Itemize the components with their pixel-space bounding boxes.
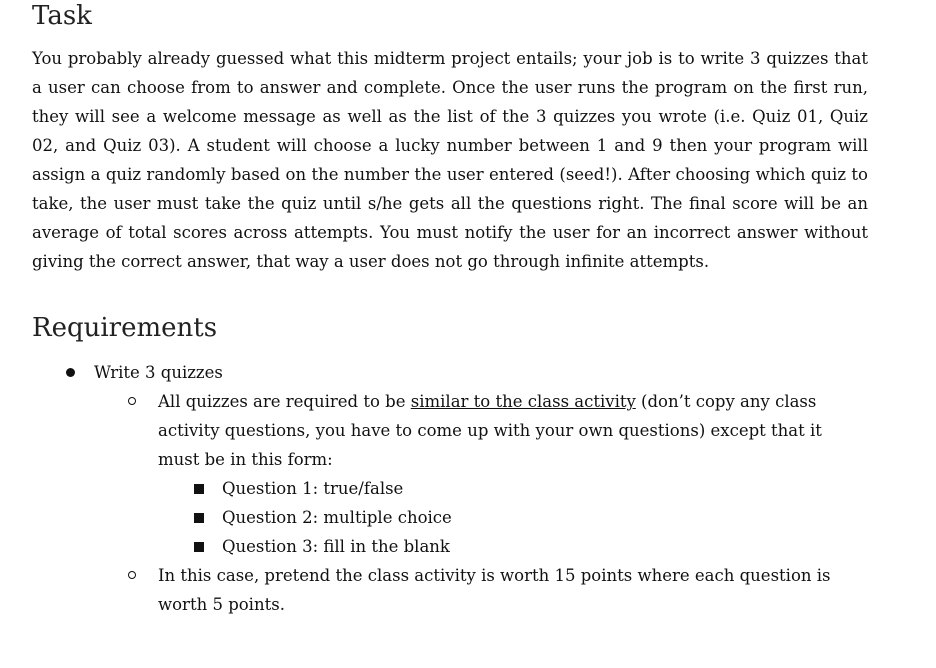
subitem-form (94, 387, 838, 561)
requirements-heading: Requirements (32, 313, 218, 343)
subitem-prefix: All quizzes are required to be (158, 392, 411, 411)
disc-bullet-icon (66, 368, 75, 377)
class-activity-link[interactable]: similar to the class activity (410, 392, 636, 411)
question-label: Question 2: multiple choice (222, 508, 452, 527)
question-label: Question 1: true/false (222, 479, 404, 498)
task-heading: Task (32, 1, 92, 31)
question-item (158, 474, 838, 503)
document-page (32, 0, 912, 619)
requirement-label: Write 3 quizzes (94, 363, 223, 382)
question-item (158, 532, 838, 561)
question-item (158, 503, 838, 532)
requirements-list (32, 358, 912, 619)
requirement-subitems (94, 387, 912, 619)
question-types-list (158, 474, 838, 561)
circle-bullet-icon (128, 571, 136, 579)
task-description: You probably already guessed what this midterm project entails; your job is to write 3 quizzes that a user can choose from to answer and complete. Once the user runs the program on the first run, they will see a welcome message as well as the list of the 3 quizzes you wrote (i.e. Quiz 01, Quiz 02, and Quiz 03). A student will choose a lucky number between 1 and 9 then your program will assign a quiz randomly based on the number the user entered (seed!). After choosing which quiz to take, the user must take the quiz until s/he gets all the questions right. The final score will be an average of total scores across attempts. You must notify the user for an incorrect answer without giving the correct answer, that way a user does not go through infinite attempts. (32, 49, 868, 271)
subitem-suffix: (don’t copy any class activity questions, you have to come up with your own questions) except that it must be in this form: (158, 392, 822, 469)
square-bullet-icon (194, 542, 204, 552)
square-bullet-icon (194, 484, 204, 494)
square-bullet-icon (194, 513, 204, 523)
question-label: Question 3: fill in the blank (222, 537, 450, 556)
subitem-points (94, 561, 838, 619)
requirement-item (32, 358, 912, 619)
circle-bullet-icon (128, 397, 136, 405)
subitem-points-text: In this case, pretend the class activity is worth 15 points where each question is worth 5 points. (158, 566, 831, 614)
